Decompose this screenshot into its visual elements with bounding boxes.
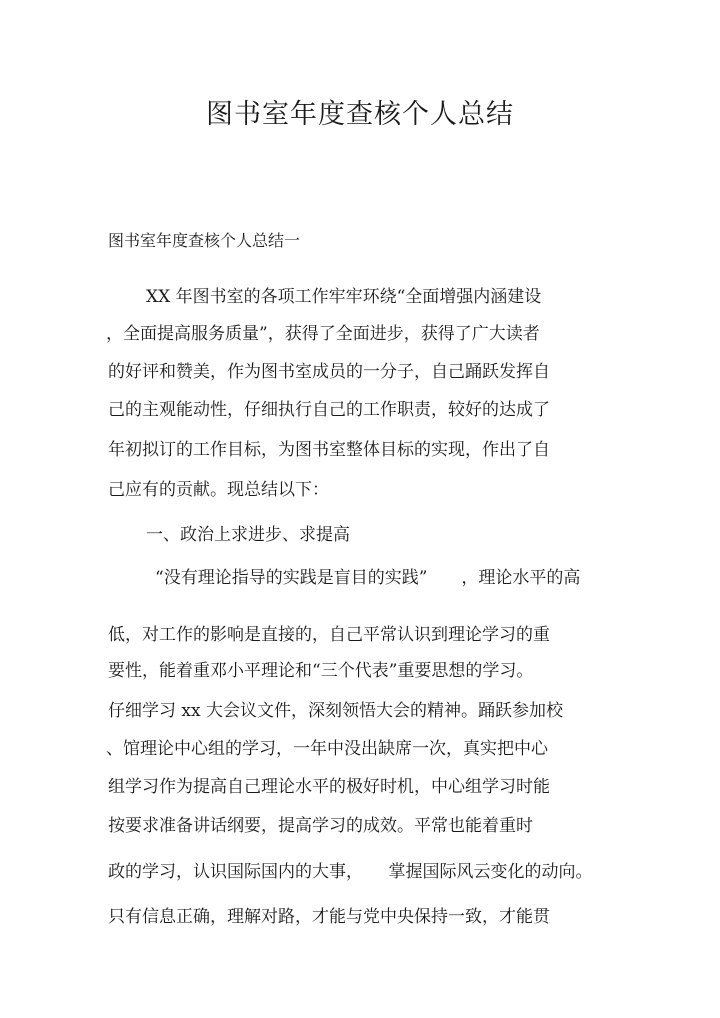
body-line: XX 年图书室的各项工作牢牢环绕“全面增强内涵建设 [146,287,542,307]
section-subheading: 图书室年度查核个人总结一 [108,231,301,250]
body-line: ，全面提高服务质量”，获得了全面进步，获得了广大读者 [106,324,540,344]
body-line: “没有理论指导的实践是盲目的实践” ，理论水平的高 [155,568,581,588]
body-line: 要性，能着重邓小平理论和“三个代表”重要思想的学习。 [108,661,534,681]
body-line: 组学习作为提高自己理论水平的极好时机，中心组学习时能 [108,777,550,797]
body-line: 年初拟订的工作目标，为图书室整体目标的实现，作出了自 [108,440,550,460]
section-heading: 一、政治上求进步、求提高 [146,525,350,545]
body-line: 只有信息正确，理解对路，才能与党中央保持一致，才能贯 [108,907,550,927]
body-line: 、馆理论中心组的学习，一年中没出缺席一次，真实把中心 [106,739,548,759]
body-line: 的好评和赞美，作为图书室成员的一分子，自己踊跃发挥自 [108,362,550,382]
body-line: 政的学习，认识国际国内的大事， 掌握国际风云变化的动向。 [108,862,593,882]
body-line: 己的主观能动性，仔细执行自己的工作职责，较好的达成了 [108,400,550,420]
document-title: 图书室年度查核个人总结 [206,99,514,130]
body-line: 低，对工作的影响是直接的，自己平常认识到理论学习的重 [108,625,550,645]
body-line: 己应有的贡献。现总结以下： [108,480,329,500]
body-line: 按要求准备讲话纲要，提高学习的成效。平常也能着重时 [108,816,533,836]
body-line: 仔细学习 xx 大会议文件，深刻领悟大会的精神。踊跃参加校 [108,701,563,721]
